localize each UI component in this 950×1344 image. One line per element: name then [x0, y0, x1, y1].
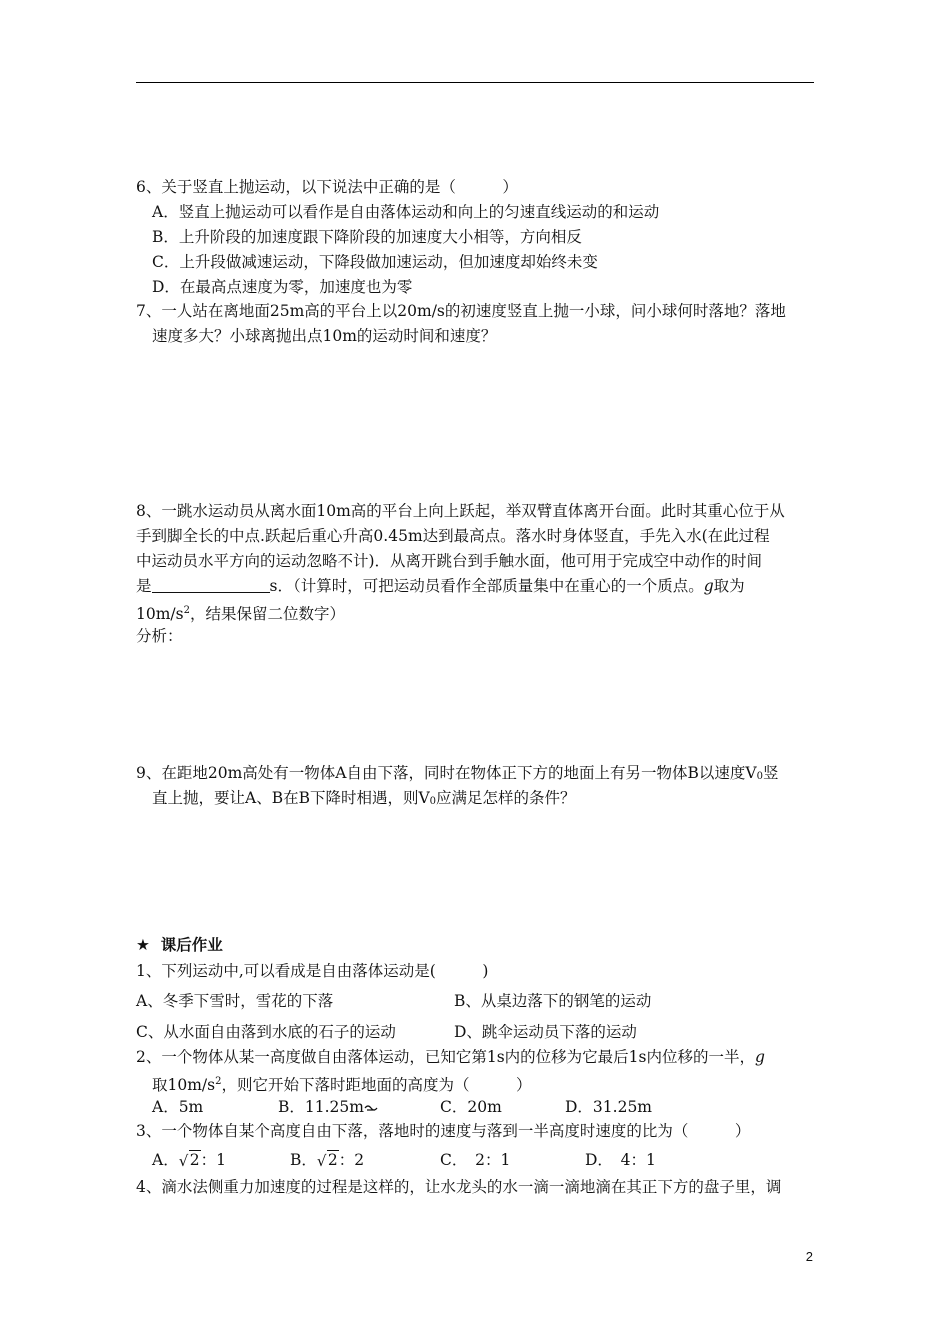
- h2-option-b: [278, 1096, 378, 1118]
- h2-line-1-pre: 2、一个物体从某一高度做自由落体运动，已知它第1s内的位移为它最后1s内位移的一半，: [136, 1048, 755, 1066]
- q8-line-4-post: s．（计算时，可把运动员看作全部质量集中在重心的一个质点。: [269, 577, 704, 595]
- h3-option-d: D． 4：1: [585, 1151, 656, 1169]
- q8-line-4-end: 取为: [713, 577, 745, 595]
- h4-line-1: 4、滴水法侧重力加速度的过程是这样的，让水龙头的水一滴一滴地滴在其正下方的盘子里，调: [136, 1178, 782, 1196]
- q8-line-4: [136, 575, 745, 597]
- h1-option-b: B、从桌边落下的钢笔的运动: [454, 992, 652, 1010]
- answer-blank: [152, 578, 270, 593]
- q8-analysis-label: 分析：: [136, 627, 183, 645]
- h3-stem: 3、一个物体自某个高度自由下落，落地时的速度与落到一半高度时速度的比为（ ）: [136, 1122, 751, 1140]
- h3-option-b-ratio: ：2: [338, 1151, 365, 1169]
- h1-option-c: C、从水面自由落到水底的石子的运动: [136, 1023, 396, 1041]
- q9-line-2: [152, 787, 576, 813]
- q8-line-3: 中运动员水平方向的运动忽略不计)．从离开跳台到手触水面，他可用于完成空中动作的时间: [136, 552, 763, 570]
- h2-line-1: [136, 1046, 765, 1068]
- star-icon: ★: [136, 936, 150, 954]
- subscript: 0: [756, 771, 763, 782]
- sqrt-radical: √ 2: [316, 1151, 338, 1170]
- page-number: 2: [805, 1249, 813, 1264]
- scribble-mark-icon: [364, 1104, 378, 1112]
- h1-option-a: A、冬季下雪时，雪花的下落: [136, 992, 334, 1010]
- h2-option-d: D．31.25m: [565, 1098, 652, 1116]
- h3-option-a-ratio: ：1: [200, 1151, 226, 1169]
- homework-heading: [136, 934, 223, 956]
- h2-option-b-text: B．11.25m: [278, 1098, 364, 1116]
- h1-option-d: D、跳伞运动员下落的运动: [454, 1023, 637, 1041]
- g-symbol: g: [703, 577, 714, 595]
- q6-option-a: A．竖直上抛运动可以看作是自由落体运动和向上的匀速直线运动的和运动: [152, 203, 660, 221]
- q8-line-5-pre: 10m/s: [136, 605, 184, 623]
- h2-option-c: C．20m: [440, 1098, 502, 1116]
- h2-option-a: A．5m: [152, 1098, 204, 1116]
- h3-option-c: C． 2：1: [440, 1151, 511, 1169]
- superscript: 2: [183, 605, 190, 616]
- q8-line-2: 手到脚全长的中点.跃起后重心升高0.45m达到最高点。落水时身体竖直，手先入水(在此过程: [136, 527, 770, 545]
- q6-option-c: C．上升段做减速运动，下降段做加速运动，但加速度却始终未变: [152, 253, 598, 271]
- sqrt-radical: √ 2: [178, 1151, 200, 1170]
- h3-option-a: [152, 1149, 226, 1171]
- h2-line-2-pre: 取10m/s: [152, 1076, 216, 1094]
- radicand: 2: [189, 1151, 200, 1169]
- q8-line-4-pre: 是: [136, 577, 152, 595]
- h3-option-b-label: B．: [290, 1151, 317, 1169]
- q9-line-1-post: 竖: [762, 764, 779, 782]
- q7-line-2: 速度多大？小球离抛出点10m的运动时间和速度？: [152, 327, 497, 345]
- h3-option-a-label: A．: [152, 1151, 179, 1169]
- q8-line-1: 8、一跳水运动员从离水面10m高的平台上向上跃起，举双臂直体离开台面。此时其重心位于从: [136, 502, 785, 520]
- q6-stem: 6、关于竖直上抛运动，以下说法中正确的是（ ）: [136, 178, 518, 196]
- q8-line-5: [136, 600, 345, 625]
- h2-line-2: [152, 1071, 532, 1096]
- q6-option-d: D．在最高点速度为零，加速度也为零: [152, 278, 413, 296]
- h2-line-2-post: ，则它开始下落时距地面的高度为（ ）: [221, 1076, 532, 1094]
- q9-line-2-pre: 直上抛，要让A、B在B下降时相遇，则V: [152, 789, 430, 807]
- h3-option-b: [290, 1149, 364, 1171]
- h1-stem: 1、下列运动中,可以看成是自由落体运动是( ): [136, 962, 489, 980]
- q9-line-2-post: 应满足怎样的条件？: [436, 789, 576, 807]
- superscript: 2: [215, 1076, 222, 1087]
- subscript: 0: [429, 796, 437, 807]
- q8-line-5-post: ，结果保留二位数字）: [189, 605, 345, 623]
- q6-option-b: B．上升阶段的加速度跟下降阶段的加速度大小相等，方向相反: [152, 228, 582, 246]
- q9-line-1-pre: 9、在距地20m高处有一物体A自由下落，同时在物体正下方的地面上有另一物体B以速度V: [136, 764, 757, 782]
- g-symbol: g: [755, 1048, 765, 1066]
- q9-line-1: [136, 762, 778, 788]
- radicand: 2: [327, 1151, 338, 1169]
- homework-title: 课后作业: [160, 936, 223, 954]
- q7-line-1: 7、一人站在离地面25m高的平台上以20m/s的初速度竖直上抛一小球，问小球何时落地？落地: [136, 302, 786, 320]
- header-rule: [136, 82, 814, 83]
